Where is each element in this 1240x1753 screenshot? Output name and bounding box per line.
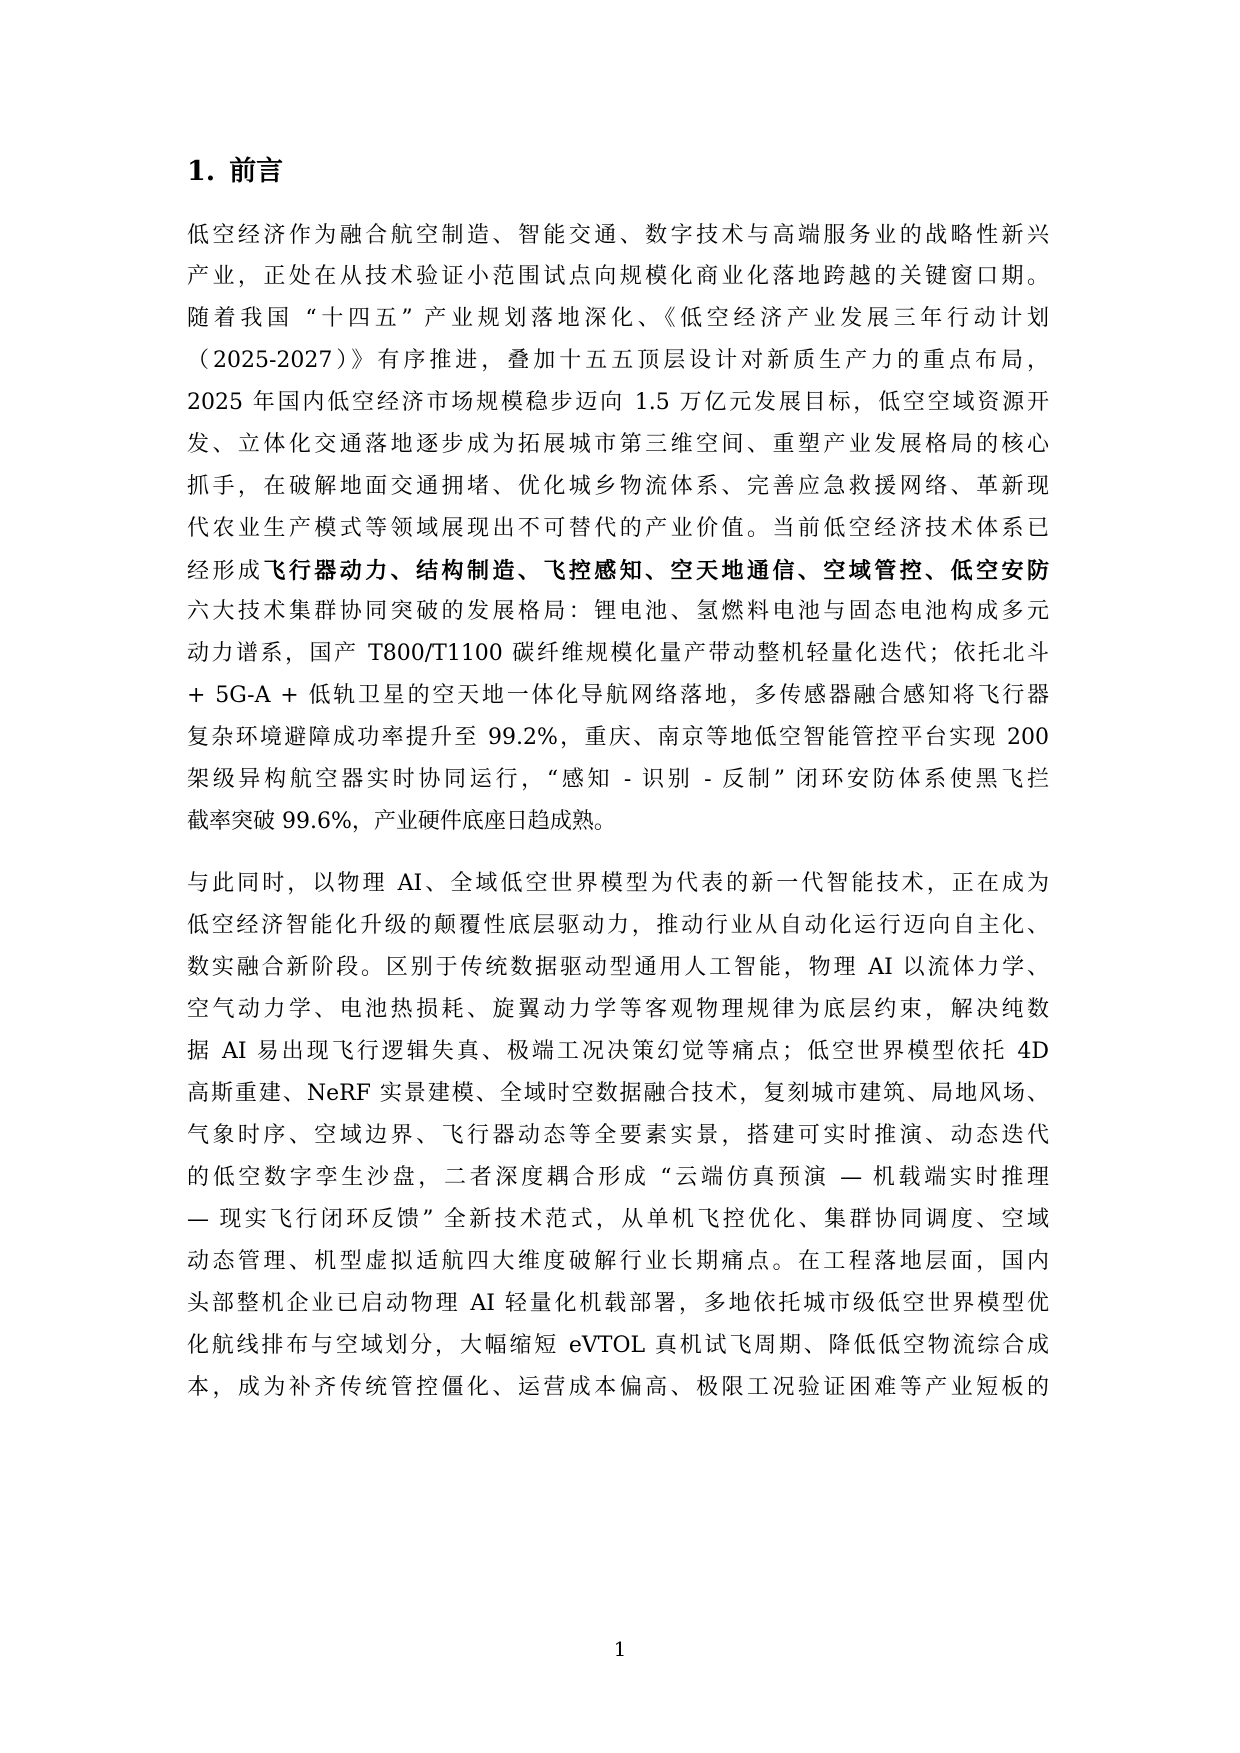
page-number: 1 xyxy=(613,1637,627,1661)
text-line: 化航线排布与空域划分，大幅缩短 eVTOL 真机试飞周期、降低低空物流综合成 xyxy=(187,1333,1049,1358)
section-title: 前言 xyxy=(229,156,284,187)
text-line: 复杂环境避障成功率提升至 99.2%，重庆、南京等地低空智能管控平台实现 200 xyxy=(187,725,1049,750)
text-line: + 5G-A + 低轨卫星的空天地一体化导航网络落地，多传感器融合感知将飞行器 xyxy=(187,683,1049,708)
line-prefix: 经形成 xyxy=(187,559,264,584)
text-line: （2025-2027）》有序推进，叠加十五五顶层设计对新质生产力的重点布局， xyxy=(187,348,1049,373)
text-line: 随着我国 “十四五” 产业规划落地深化、《低空经济产业发展三年行动计划 xyxy=(187,306,1049,331)
text-line: 发、立体化交通落地逐步成为拓展城市第三维空间、重塑产业发展格局的核心 xyxy=(187,432,1049,457)
text-line: 动态管理、机型虚拟适航四大维度破解行业长期痛点。在工程落地层面，国内 xyxy=(187,1249,1049,1274)
text-line: 产业，正处在从技术验证小范围试点向规模化商业化落地跨越的关键窗口期。 xyxy=(187,264,1049,289)
text-line: 动力谱系，国产 T800/T1100 碳纤维规模化量产带动整机轻量化迭代；依托北斗 xyxy=(187,641,1049,666)
section-number: 1. xyxy=(187,156,216,187)
text-line: — 现实飞行闭环反馈” 全新技术范式，从单机飞控优化、集群协同调度、空域 xyxy=(187,1207,1049,1232)
text-line: 低空经济作为融合航空制造、智能交通、数字技术与高端服务业的战略性新兴 xyxy=(187,223,1049,248)
text-line: 气象时序、空域边界、飞行器动态等全要素实景，搭建可实时推演、动态迭代 xyxy=(187,1123,1049,1148)
text-line: 空气动力学、电池热损耗、旋翼动力学等客观物理规律为底层约束，解决纯数 xyxy=(187,997,1049,1022)
text-line: 抓手，在破解地面交通拥堵、优化城乡物流体系、完善应急救援网络、革新现 xyxy=(187,474,1049,499)
text-line: 的低空数字孪生沙盘，二者深度耦合形成 “云端仿真预演 — 机载端实时推理 xyxy=(187,1165,1049,1190)
text-line: 数实融合新阶段。区别于传统数据驱动型通用人工智能，物理 AI 以流体力学、 xyxy=(187,955,1049,980)
text-line: 头部整机企业已启动物理 AI 轻量化机载部署，多地依托城市级低空世界模型优 xyxy=(187,1291,1049,1316)
bold-tech-clusters: 飞行器动力、结构制造、飞控感知、空天地通信、空域管控、低空安防 xyxy=(263,558,1049,584)
text-line: 六大技术集群协同突破的发展格局：锂电池、氢燃料电池与固态电池构成多元 xyxy=(187,599,1049,624)
text-line: 低空经济智能化升级的颠覆性底层驱动力，推动行业从自动化运行迈向自主化、 xyxy=(187,913,1049,938)
text-line: 与此同时，以物理 AI、全域低空世界模型为代表的新一代智能技术，正在成为 xyxy=(187,871,1049,896)
section-heading xyxy=(187,154,283,190)
text-line: 2025 年国内低空经济市场规模稳步迈向 1.5 万亿元发展目标，低空空域资源开 xyxy=(187,390,1049,415)
text-line: 本，成为补齐传统管控僵化、运营成本偏高、极限工况验证困难等产业短板的 xyxy=(187,1375,1049,1400)
text-line: 架级异构航空器实时协同运行，“感知 - 识别 - 反制” 闭环安防体系使黑飞拦 xyxy=(187,767,1049,792)
text-line: 高斯重建、NeRF 实景建模、全域时空数据融合技术，复刻城市建筑、局地风场、 xyxy=(187,1081,1049,1106)
text-line: 代农业生产模式等领域展现出不可替代的产业价值。当前低空经济技术体系已 xyxy=(187,516,1049,541)
text-line: 截率突破 99.6%，产业硬件底座日趋成熟。 xyxy=(187,809,616,834)
text-line-with-bold xyxy=(187,556,1049,586)
text-line: 据 AI 易出现飞行逻辑失真、极端工况决策幻觉等痛点；低空世界模型依托 4D xyxy=(187,1039,1049,1064)
